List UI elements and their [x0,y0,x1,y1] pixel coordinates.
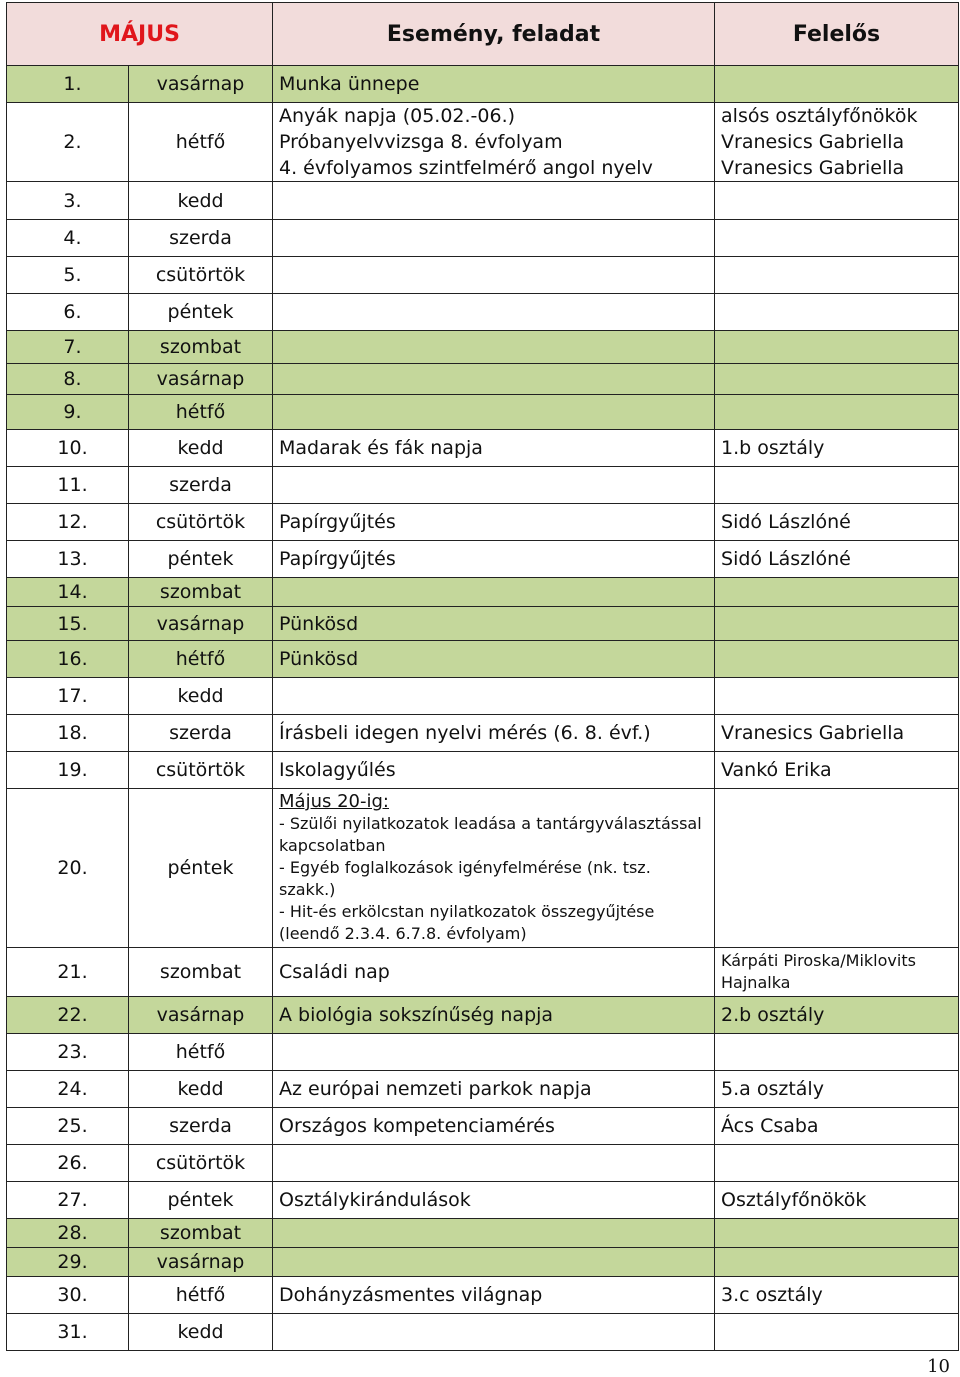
day-number: 24. [7,1071,129,1108]
table-row [7,364,959,395]
day-number: 6. [7,294,129,331]
weekday: kedd [129,182,273,220]
responsible-cell: Kárpáti Piroska/Miklovits Hajnalka [715,948,959,997]
table-row [7,948,959,997]
event-cell [273,331,715,364]
table-row [7,607,959,641]
responsible-cell [715,182,959,220]
responsible-cell [715,395,959,430]
table-row [7,430,959,467]
day-number: 4. [7,220,129,257]
page-number: 10 [927,1356,950,1377]
table-row [7,331,959,364]
weekday: csütörtök [129,504,273,541]
event-cell: Papírgyűjtés [273,504,715,541]
table-row [7,789,959,948]
table-row [7,395,959,430]
responsible-cell [715,1314,959,1351]
responsible-cell [715,331,959,364]
day-number: 11. [7,467,129,504]
event-cell [273,678,715,715]
responsible-cell: Osztályfőnökök [715,1182,959,1219]
event-cell [273,257,715,294]
responsible-cell [715,1248,959,1277]
day-number: 27. [7,1182,129,1219]
day-number: 2. [7,103,129,182]
weekday: kedd [129,430,273,467]
event-line: - Szülői nyilatkozatok leadása a tantárgyválasztással kapcsolatban [279,814,702,855]
responsible-cell: Vranesics Gabriella [715,715,959,752]
table-row [7,1071,959,1108]
table-row [7,752,959,789]
day-number: 1. [7,66,129,103]
weekday: péntek [129,789,273,948]
table-row [7,678,959,715]
table-row [7,997,959,1034]
day-number: 17. [7,678,129,715]
weekday: péntek [129,1182,273,1219]
day-number: 14. [7,578,129,607]
event-cell: Osztálykirándulások [273,1182,715,1219]
table-row [7,103,959,182]
responsible-line: Vranesics Gabriella [721,157,905,179]
day-number: 7. [7,331,129,364]
responsible-cell: 5.a osztály [715,1071,959,1108]
event-line: Anyák napja (05.02.-06.) [279,105,516,127]
day-number: 26. [7,1145,129,1182]
weekday: szerda [129,715,273,752]
responsible-cell [715,220,959,257]
event-cell [273,182,715,220]
event-title: Május 20-ig: [279,791,389,812]
responsible-cell: Vankó Erika [715,752,959,789]
responsible-cell [715,1219,959,1248]
weekday: vasárnap [129,607,273,641]
weekday: szerda [129,467,273,504]
table-row [7,715,959,752]
event-cell [273,1314,715,1351]
event-cell [273,294,715,331]
responsible-line: alsós osztályfőnökök [721,105,918,127]
event-cell [273,395,715,430]
event-cell [273,220,715,257]
event-cell: Országos kompetenciamérés [273,1108,715,1145]
responsible-cell [715,364,959,395]
day-number: 3. [7,182,129,220]
event-cell: A biológia sokszínűség napja [273,997,715,1034]
table-row [7,1182,959,1219]
event-cell [273,578,715,607]
event-cell: Dohányzásmentes világnap [273,1277,715,1314]
weekday: szombat [129,578,273,607]
day-number: 21. [7,948,129,997]
weekday: csütörtök [129,1145,273,1182]
weekday: szerda [129,1108,273,1145]
table-row [7,1034,959,1071]
may-schedule-table [6,2,959,1351]
event-cell [273,1248,715,1277]
weekday: vasárnap [129,1248,273,1277]
day-number: 19. [7,752,129,789]
responsible-cell [715,678,959,715]
table-row [7,1277,959,1314]
weekday: vasárnap [129,364,273,395]
event-cell: Munka ünnepe [273,66,715,103]
day-number: 22. [7,997,129,1034]
day-number: 31. [7,1314,129,1351]
event-cell: Az európai nemzeti parkok napja [273,1071,715,1108]
event-cell [273,789,715,948]
event-cell: Madarak és fák napja [273,430,715,467]
day-number: 29. [7,1248,129,1277]
table-row [7,1219,959,1248]
event-line: - Egyéb foglalkozások igényfelmérése (nk. tsz. szakk.) [279,858,651,899]
day-number: 18. [7,715,129,752]
responsible-cell [715,467,959,504]
month-header: MÁJUS [7,3,273,66]
table-row [7,467,959,504]
weekday: hétfő [129,103,273,182]
weekday: kedd [129,1314,273,1351]
weekday: csütörtök [129,752,273,789]
responsible-cell [715,1145,959,1182]
weekday: szombat [129,948,273,997]
day-number: 20. [7,789,129,948]
responsible-cell [715,578,959,607]
event-cell [273,103,715,182]
event-cell: Papírgyűjtés [273,541,715,578]
weekday: szerda [129,220,273,257]
responsible-cell: 2.b osztály [715,997,959,1034]
event-line: Próbanyelvvizsga 8. évfolyam [279,131,563,153]
table-row [7,504,959,541]
table-row [7,1314,959,1351]
responsible-cell [715,294,959,331]
event-cell [273,467,715,504]
responsible-cell: Ács Csaba [715,1108,959,1145]
weekday: vasárnap [129,66,273,103]
weekday: péntek [129,541,273,578]
day-number: 30. [7,1277,129,1314]
responsible-cell [715,1034,959,1071]
responsible-cell [715,607,959,641]
weekday: csütörtök [129,257,273,294]
weekday: hétfő [129,641,273,678]
weekday: szombat [129,1219,273,1248]
event-cell: Pünkösd [273,607,715,641]
table-row [7,641,959,678]
table-row [7,182,959,220]
table-row [7,541,959,578]
event-cell: Pünkösd [273,641,715,678]
responsible-cell: 3.c osztály [715,1277,959,1314]
weekday: kedd [129,678,273,715]
day-number: 9. [7,395,129,430]
weekday: hétfő [129,1277,273,1314]
table-row [7,257,959,294]
weekday: kedd [129,1071,273,1108]
day-number: 16. [7,641,129,678]
responsible-cell: Sidó Lászlóné [715,504,959,541]
day-number: 23. [7,1034,129,1071]
event-line: - Hit-és erkölcstan nyilatkozatok összegyűjtése (leendő 2.3.4. 6.7.8. évfolyam) [279,902,655,943]
table-row [7,1248,959,1277]
event-line: 4. évfolyamos szintfelmérő angol nyelv [279,157,653,179]
responsible-cell [715,257,959,294]
event-column-header: Esemény, feladat [273,3,715,66]
table-row [7,66,959,103]
responsible-line: Vranesics Gabriella [721,131,905,153]
table-row [7,578,959,607]
table-row [7,1145,959,1182]
responsible-cell [715,789,959,948]
table-row [7,220,959,257]
table-row [7,294,959,331]
day-number: 13. [7,541,129,578]
weekday: szombat [129,331,273,364]
day-number: 5. [7,257,129,294]
responsible-cell: Sidó Lászlóné [715,541,959,578]
table-header-row [7,3,959,66]
event-cell [273,1034,715,1071]
event-cell [273,364,715,395]
weekday: vasárnap [129,997,273,1034]
event-cell: Iskolagyűlés [273,752,715,789]
weekday: hétfő [129,1034,273,1071]
responsible-column-header: Felelős [715,3,959,66]
weekday: péntek [129,294,273,331]
responsible-cell [715,103,959,182]
responsible-cell: 1.b osztály [715,430,959,467]
table-row [7,1108,959,1145]
day-number: 10. [7,430,129,467]
day-number: 15. [7,607,129,641]
day-number: 8. [7,364,129,395]
day-number: 12. [7,504,129,541]
event-cell: Családi nap [273,948,715,997]
event-cell [273,1219,715,1248]
event-cell [273,1145,715,1182]
event-cell: Írásbeli idegen nyelvi mérés (6. 8. évf.) [273,715,715,752]
responsible-cell [715,641,959,678]
day-number: 28. [7,1219,129,1248]
weekday: hétfő [129,395,273,430]
day-number: 25. [7,1108,129,1145]
responsible-cell [715,66,959,103]
